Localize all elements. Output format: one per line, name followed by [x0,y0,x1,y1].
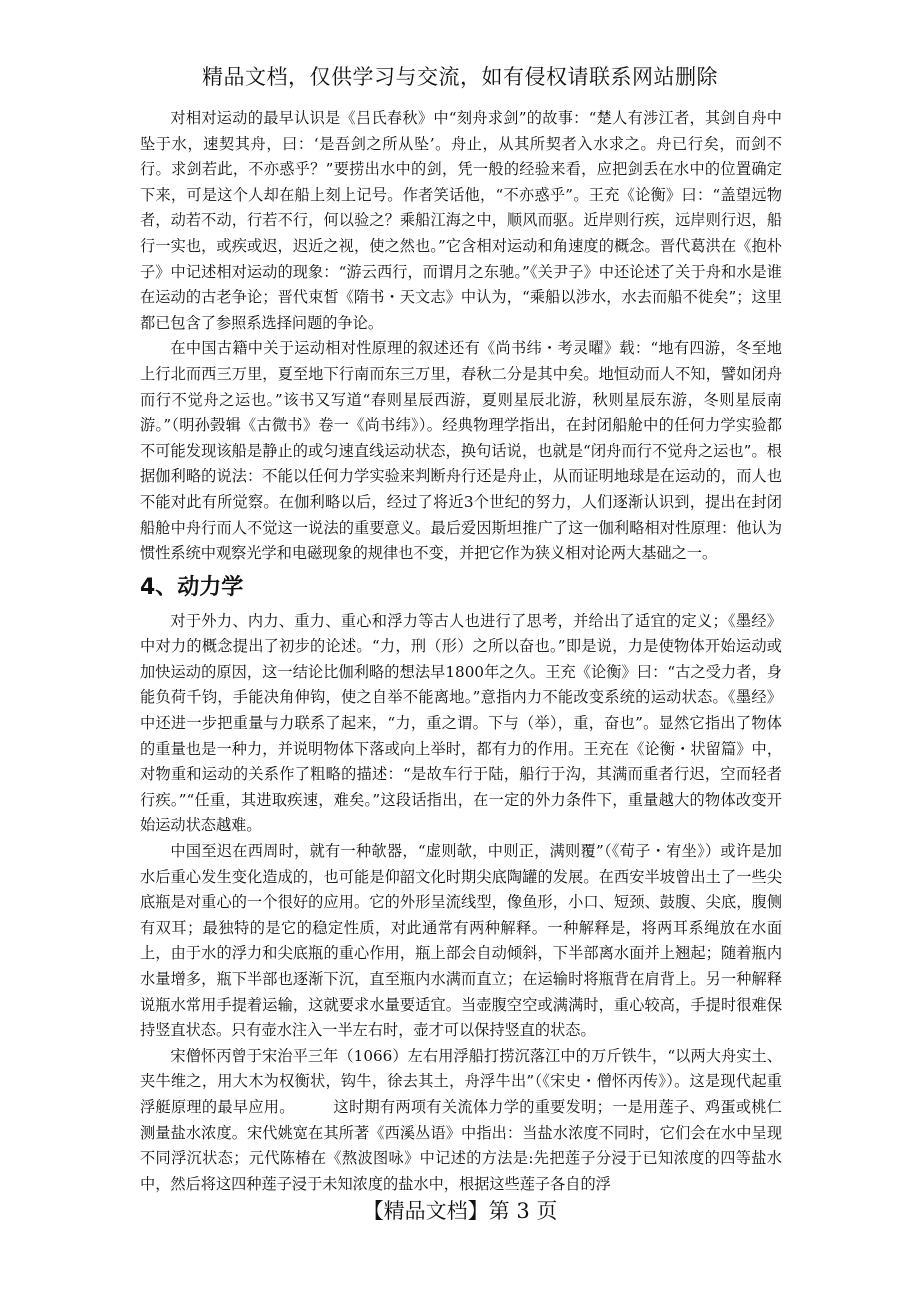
page-footer: 【精品文档】第 3 页 [362,1199,558,1223]
page-header: 精品文档，仅供学习与交流，如有侵权请联系网站删除 [202,65,718,89]
document-body [140,106,782,1197]
paragraph-buoyancy: 宋僧怀丙曾于宋治平三年（1066）左右用浮船打捞沉落江中的万斤铁牛，“以两大舟实土、夹牛维之，用大木为权衡状，钩牛，徐去其土，舟浮牛出”（《宋史・僧怀丙传》）。这是现代起重浮艇原理的最早应用。 这时期有两项有关流体力学的重要发明；一是用莲子、鸡蛋或桃仁测量盐水浓度。宋代姚宽在其所著《西溪丛语》中指出：当盐水浓度不同时，它们会在水中呈现不同浮沉状态；元代陈椿在《熬波图咏》中记述的方法是:先把莲子分浸于已知浓度的四等盐水中，然后将这四种莲子浸于未知浓度的盐水中，根据这些莲子各自的浮 [140,1046,782,1193]
section-heading-dynamics: 4、动力学 [140,574,244,600]
paragraph-relativity-principle: 在中国古籍中关于运动相对性原理的叙述还有《尚书纬・考灵曜》载：“地有四游，冬至地上行北而西三万里，夏至地下行南而东三万里，春秋二分是其中矣。地恒动而人不知，譬如闭舟而行不觉舟之运也。”该书又写道“春则星辰西游，夏则星辰北游，秋则星辰东游，冬则星辰南游。”（明孙瑴辑《古微书》卷一《尚书纬》）。经典物理学指出，在封闭船舱中的任何力学实验都不可能发现该船是静止的或匀速直线运动状态，换句话说，也就是“闭舟而行不觉舟之运也”。根据伽利略的说法：不能以任何力学实验来判断舟行还是舟止，从而证明地球是在运动的，而人也不能对此有所觉察。在伽利略以后，经过了将近3个世纪的努力，人们逐渐认识到，提出在封闭船舱中舟行而人不觉这一说法的重要意义。最后爱因斯坦推广了这一伽利略相对性原理：他认为惯性系统中观察光学和电磁现象的规律也不变，并把它作为狭义相对论两大基础之一。 [140,339,782,563]
paragraph-force-concepts: 对于外力、内力、重力、重心和浮力等古人也进行了思考，并给出了适宜的定义；《墨经》中对力的概念提出了初步的论述。“力，刑（形）之所以奋也。”即是说，力是使物体开始运动或加快运动的原因，这一结论比伽利略的想法早1800年之久。王充《论衡》曰：“古之受力者，身能负荷千钧，手能决角伸钩，使之自举不能离地。”意指内力不能改变系统的运动状态。《墨经》中还进一步把重量与力联系了起来，“力，重之谓。下与（举），重，奋也”。显然它指出了物体的重量也是一种力，并说明物体下落或向上举时，都有力的作用。王充在《论衡・状留篇》中，对物重和运动的关系作了粗略的描述：“是故车行于陆，船行于沟，其满而重者行迟，空而轻者行疾。”“任重，其进取疾速，难矣。”这段话指出，在一定的外力条件下，重量越大的物体改变开始运动状态越难。 [140,611,782,835]
paragraph-center-of-gravity: 中国至迟在西周时，就有一种欹器，“虚则欹，中则正，满则覆”（《荀子・宥坐》）或许是加水后重心发生变化造成的，也可能是仰韶文化时期尖底陶罐的发展。在西安半坡曾出土了一些尖底瓶是对重心的一个很好的应用。它的外形呈流线型，像鱼形，小口、短颈、鼓腹、尖底，腹侧有双耳；最独特的是它的稳定性质，对此通常有两种解释。一种解释是，将两耳系绳放在水面上，由于水的浮力和尖底瓶的重心作用，瓶上部会自动倾斜，下半部离水面并上翘起；随着瓶内水量增多，瓶下半部也逐渐下沉，直至瓶内水满而直立；在运输时将瓶背在肩背上。另一种解释说瓶水常用手提着运输，这就要求水量要适宜。当壶腹空空或满满时，重心较高，手提时很难保持竖直状态。只有壶水注入一半左右时，壶才可以保持竖直的状态。 [140,842,782,1040]
paragraph-relative-motion: 对相对运动的最早认识是《吕氏春秋》中“刻舟求剑”的故事：“楚人有涉江者，其剑自舟中坠于水，速契其舟，曰：‘是吾剑之所从坠’。舟止，从其所契者入水求之。舟已行矣，而剑不行。求剑若此，不亦惑乎？”要捞出水中的剑，凭一般的经验来看，应把剑丢在水中的位置确定下来，可是这个人却在船上刻上记号。作者笑话他，“不亦惑乎”。王充《论衡》曰：“盖望远物者，动若不动，行若不行，何以验之？乘船江海之中，顺风而驱。近岸则行疾，远岸则行迟，船行一实也，或疾或迟，迟近之视，使之然也。”它含相对运动和角速度的概念。晋代葛洪在《抱朴子》中记述相对运动的现象：“游云西行，而谓月之东驰。”《关尹子》中还论述了关于舟和水是谁在运动的古老争论；晋代束皙《隋书・天文志》中认为，“乘船以涉水，水去而船不徙矣”；这里都已包含了参照系选择问题的争论。 [140,109,782,332]
